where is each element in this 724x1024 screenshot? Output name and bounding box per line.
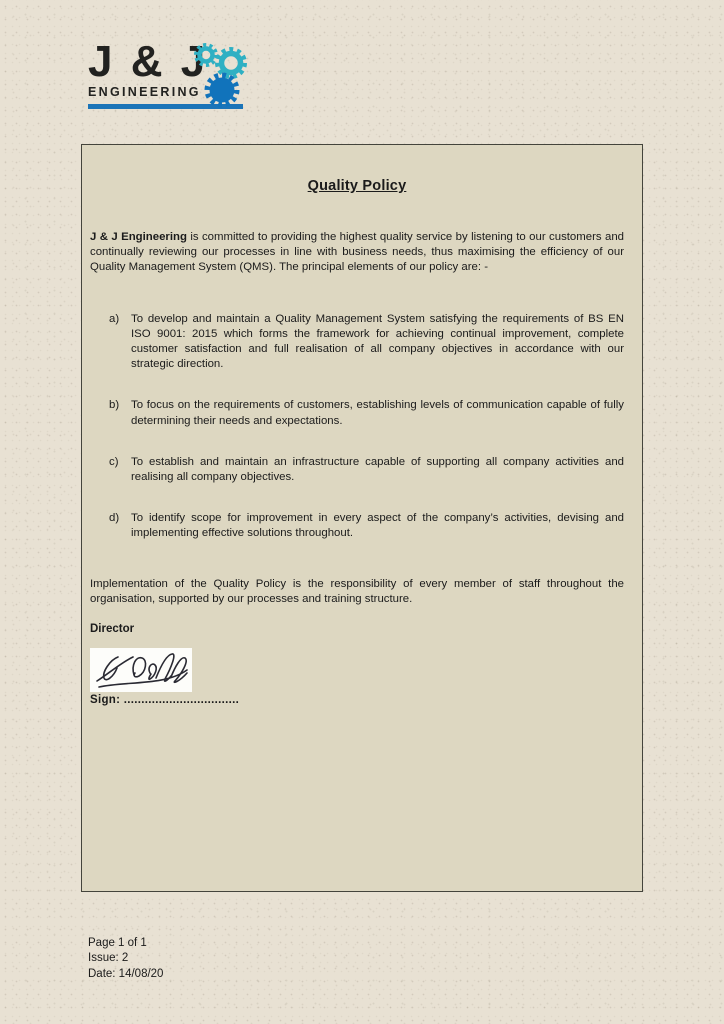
list-item-text: To develop and maintain a Quality Management System satisfying the requirements of BS EN ISO 9001: 2015 which forms the framework for achieving continual improvement, complete customer satisfaction and full realisation of all company objectives in accordance with our strategic direction. — [131, 312, 624, 371]
signature-image — [90, 648, 192, 692]
policy-panel — [81, 144, 643, 892]
list-item-label: b) — [109, 399, 120, 412]
list-item-a — [90, 312, 624, 373]
sign-line: Sign: ................................. — [90, 694, 240, 707]
list-item-d — [90, 511, 624, 541]
intro-text: is committed to providing the highest quality service by listening to our customers and continually reviewing our processes in line with business needs, thus maximising the efficiency of our Quality Management System (QMS). The principal elements of our policy are: - — [90, 231, 624, 274]
logo-subtitle: ENGINEERING — [88, 85, 201, 100]
list-item-label: c) — [109, 455, 119, 468]
director-label: Director — [90, 623, 135, 636]
list-item-text: To identify scope for improvement in every aspect of the company’s activities, devising and implementing effective solutions throughout. — [131, 512, 624, 540]
gears-icon — [193, 42, 255, 110]
footer-page-number: Page 1 of 1 — [88, 937, 147, 949]
list-item-label: a) — [109, 312, 120, 325]
signature-icon — [90, 648, 192, 692]
page-footer — [88, 936, 163, 982]
closing-paragraph: Implementation of the Quality Policy is the responsibility of every member of staff throughout the organisation, supported by our processes and training structure. — [90, 577, 624, 605]
logo-company-name: J & J — [88, 37, 209, 86]
list-item-text: To establish and maintain an infrastructure capable of supporting all company activities and realising all company objectives. — [131, 455, 624, 484]
intro-paragraph — [90, 230, 624, 276]
list-item-label: d) — [109, 512, 120, 525]
intro-company-name: J & J Engineering — [90, 231, 187, 243]
policy-list — [90, 312, 624, 542]
list-item-text: To focus on the requirements of customers, establishing levels of communication capable of fully determining their needs and expectations. — [131, 399, 624, 427]
page-title: Quality Policy — [307, 178, 407, 194]
footer-issue: Issue: 2 — [88, 952, 129, 965]
list-item-b — [90, 398, 624, 428]
company-logo — [88, 37, 243, 109]
list-item-c — [90, 455, 624, 485]
footer-date: Date: 14/08/20 — [88, 967, 164, 980]
